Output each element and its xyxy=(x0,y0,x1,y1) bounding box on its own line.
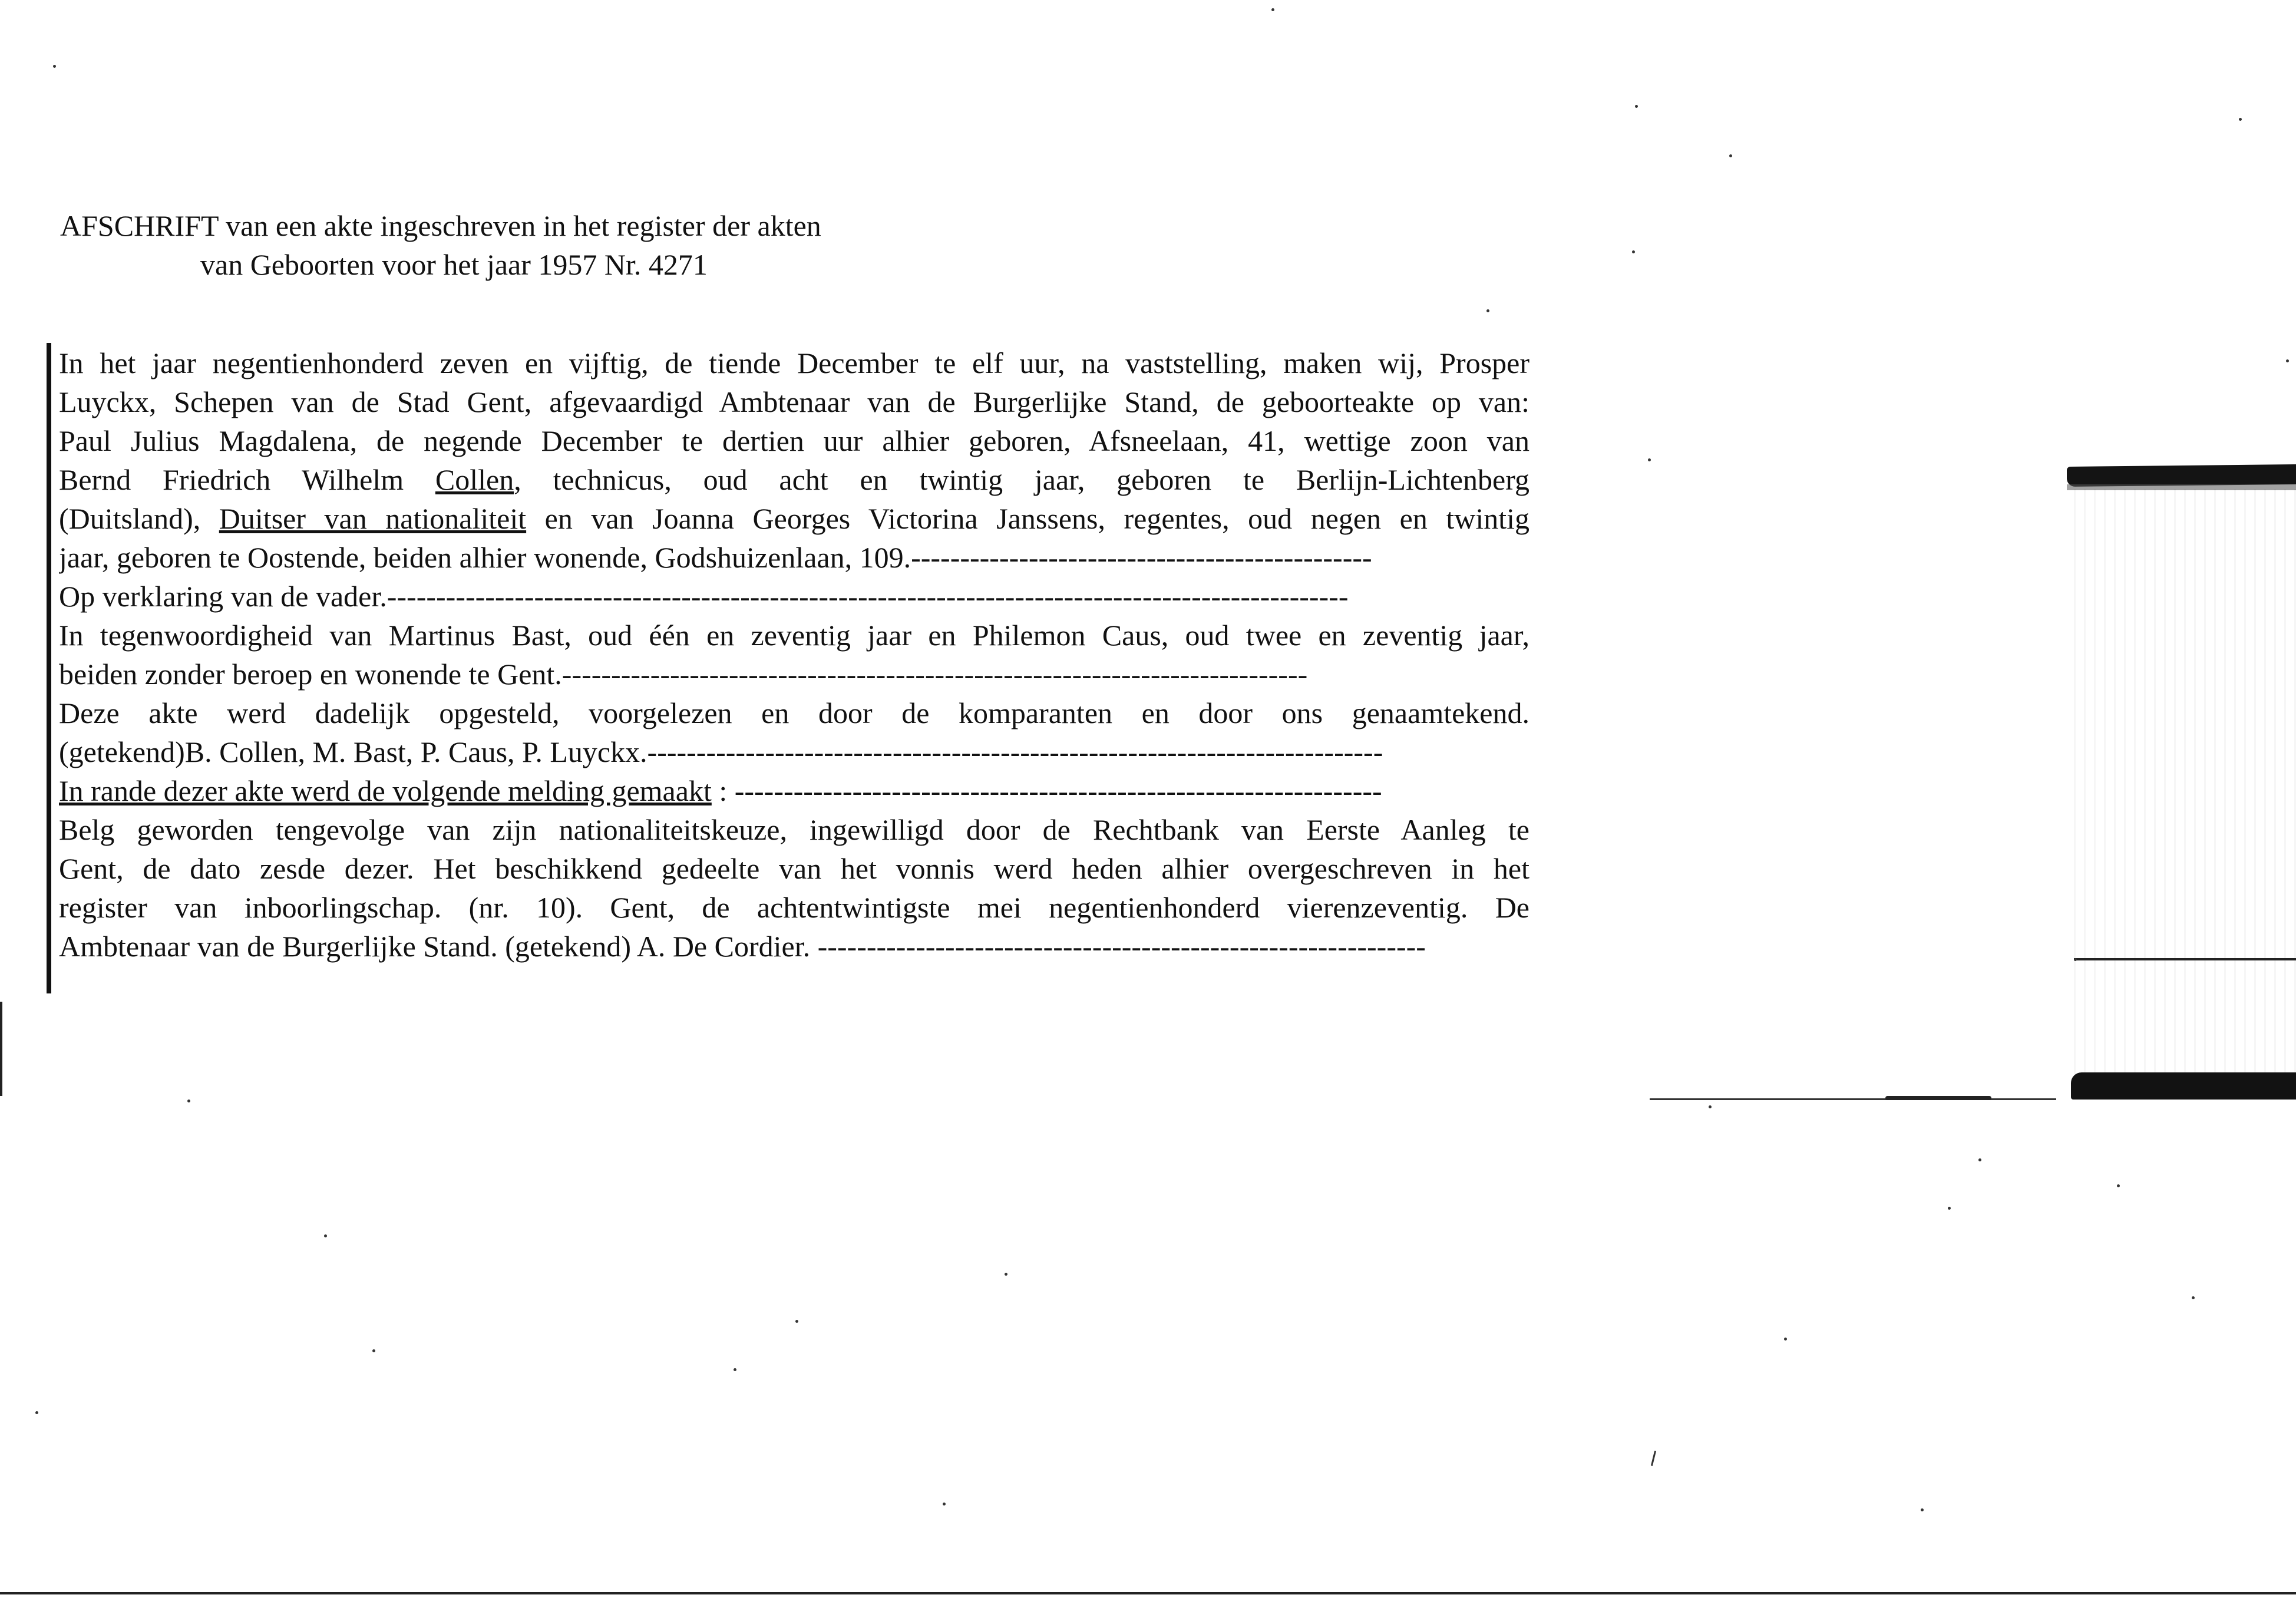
body-line: In tegenwoordigheid van Martinus Bast, oud één en zeventig jaar en Philemon Caus, oud twee en zeventig jaar, xyxy=(59,619,1529,652)
body-line: Paul Julius Magdalena, de negende December te dertien uur alhier geboren, Afsneelaan, 41, wettige zoon van xyxy=(59,424,1529,457)
body-line: register van inboorlingschap. (nr. 10). Gent, de achtentwintigste mei negentienhonderd vierenzeventig. De xyxy=(59,891,1529,924)
scan-speck xyxy=(324,1234,327,1237)
body-line: Op verklaring van de vader.-------------------------------------------------------------------------------------------------- xyxy=(59,580,1349,613)
body-line: In het jaar negentienhonderd zeven en vijftig, de tiende December te elf uur, na vaststelling, maken wij, Prosper xyxy=(59,346,1529,379)
scan-speck xyxy=(35,1411,38,1414)
body-line-part: : ------------------------------------------------------------------ xyxy=(711,774,1382,807)
scan-speck xyxy=(2192,1296,2195,1299)
scan-speck xyxy=(2074,958,2077,961)
annotation-heading-underlined: In rande dezer akte werd de volgende melding gemaakt xyxy=(59,774,712,807)
scan-speck xyxy=(1271,8,1274,11)
body-line-part: , technicus, oud acht en twintig jaar, geboren te Berlijn-Lichtenberg xyxy=(514,463,1529,496)
scan-speck xyxy=(187,1100,190,1102)
body-line xyxy=(59,771,1529,810)
scan-line xyxy=(0,1592,2296,1594)
scan-speck xyxy=(734,1368,736,1371)
scan-speck xyxy=(943,1503,946,1505)
scan-speck xyxy=(53,65,56,68)
heading-line-1: AFSCHRIFT van een akte ingeschreven in het register der akten xyxy=(60,209,821,242)
body-line: Gent, de dato zesde dezer. Het beschikkend gedeelte van het vonnis werd heden alhier overgeschreven in het xyxy=(59,852,1529,885)
scan-speck xyxy=(1486,309,1489,312)
scan-speck xyxy=(1948,1207,1951,1210)
body-line xyxy=(59,499,1529,538)
body-line xyxy=(59,460,1529,499)
body-line-part: en van Joanna Georges Victorina Janssens, regentes, oud negen en twintig xyxy=(544,502,1529,535)
scan-line xyxy=(2074,958,2296,960)
scan-speck xyxy=(1632,250,1635,253)
scan-speck xyxy=(1729,154,1732,157)
body-line-part: Bernd Friedrich Wilhelm xyxy=(59,463,404,496)
scan-speck xyxy=(1784,1338,1787,1341)
body-line: Deze akte werd dadelijk opgesteld, voorgelezen en door de komparanten en door ons genaamtekend. xyxy=(59,696,1529,729)
scan-speck xyxy=(1978,1158,1981,1161)
scan-speck xyxy=(795,1320,798,1323)
body-line: (getekend)B. Collen, M. Bast, P. Caus, P. Luyckx.--------------------------------------------------------------------------- xyxy=(59,735,1383,768)
scan-speck xyxy=(372,1349,375,1352)
body-line: Ambtenaar van de Burgerlijke Stand. (getekend) A. De Cordier. -------------------------------------------------------------- xyxy=(59,930,1426,963)
margin-bar xyxy=(47,343,51,993)
body-line: jaar, geboren te Oostende, beiden alhier wonende, Godshuizenlaan, 109.----------------------------------------------- xyxy=(59,541,1372,574)
body-line: beiden zonder beroep en wonende te Gent.---------------------------------------------------------------------------- xyxy=(59,658,1308,691)
scan-speck xyxy=(1709,1105,1712,1108)
scan-speck xyxy=(2286,359,2289,362)
scan-speck xyxy=(1635,105,1638,108)
scan-speck xyxy=(2117,1184,2120,1187)
heading-line-2: van Geboorten voor het jaar 1957 Nr. 4271 xyxy=(200,248,708,281)
body-line-part: (Duitsland), xyxy=(59,502,201,535)
left-edge-mark xyxy=(0,1002,2,1096)
scan-speck xyxy=(1921,1508,1924,1511)
scan-line xyxy=(1885,1096,1991,1100)
body-line: Belg geworden tengevolge van zijn nationaliteitskeuze, ingewilligd door de Rechtbank van Eerste Aanleg te xyxy=(59,813,1529,846)
nationality-underlined: Duitser van nationaliteit xyxy=(219,502,527,535)
scan-line xyxy=(1650,1098,2056,1100)
scan-noise xyxy=(2074,489,2296,1078)
scan-speck xyxy=(2239,118,2242,121)
body-line: Luyckx, Schepen van de Stad Gent, afgevaardigd Ambtenaar van de Burgerlijke Stand, de geboorteakte op van: xyxy=(59,385,1529,418)
surname-underlined: Collen xyxy=(435,463,514,496)
scan-smudge xyxy=(2067,464,2296,487)
scan-speck xyxy=(1005,1273,1007,1276)
scan-smudge xyxy=(2071,1072,2296,1100)
scan-speck xyxy=(1648,458,1651,461)
scan-mark xyxy=(1651,1451,1656,1466)
birth-certificate-body xyxy=(59,344,1529,966)
document-heading xyxy=(60,206,821,284)
